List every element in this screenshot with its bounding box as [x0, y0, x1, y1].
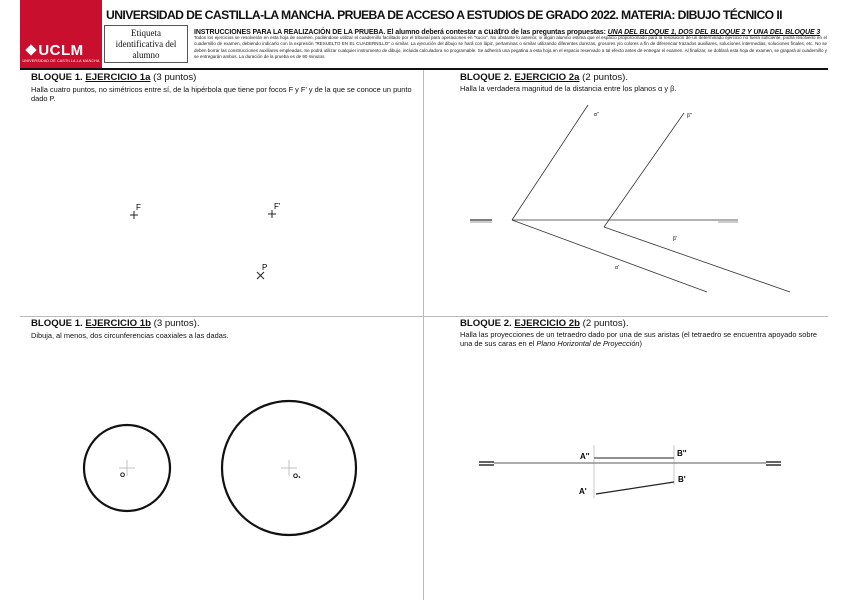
beta-horizontal-trace [604, 227, 790, 292]
label-o: O [120, 472, 126, 479]
q2b-statement-main: Halla las proyecciones de un tetraedro dado por una de sus aristas (el tetraedro se encuentra apoyado sobre una de sus caras en el [460, 330, 818, 348]
label-a2: A'' [580, 452, 590, 461]
instructions-body: Todos los ejercicios se resolverán en esta hoja de examen, pudiéndose utilizar el cuadernillo facilitado por el tribunal para operaciones en "sucio". No obstante lo anterior, si algún alumno estima que el espacio proporcionado para la resolución de un determinado ejercicio no fuera suficiente, podrá resolverlo en el cuadernillo de examen, debiendo indicarlo con la expresión "RESUELTO EN EL CUADERNILLO" o similar. La ejecución del dibujo se hará con lápiz, pertaminas o similar utilizando diferentes durezas, grosores y/o colores a fin de diferenciar trazados auxiliares, soluciones intermedias, soluciones finales, etc. No se deben borrar las construcciones auxiliares empleadas. Se podrá utilizar cualquier instrumento de dibujo, incluida calculadora no programable. Se adherirá una pegatina a esta hoja en el espacio reservado a tal efecto antes de entregar el examen. Al finalizar, se doblará esta hoja de examen, se grapará al cuadernillo y se entregarán ambos. La duración de la prueba es de 90 minutos. [194, 35, 827, 59]
q2b-exercise: EJERCICIO 2b [514, 318, 580, 329]
q2a-block: BLOQUE 2. [460, 72, 512, 83]
alpha-vertical-trace [512, 105, 588, 220]
q2a-drawing [470, 105, 790, 292]
logo-emblem-icon [25, 44, 36, 55]
q2b-statement-end: ) [639, 339, 643, 348]
label-o1: O₁ [293, 473, 301, 480]
label-beta1: β' [673, 236, 677, 242]
q2b-block: BLOQUE 2. [460, 318, 512, 329]
q2a-exercise: EJERCICIO 2a [514, 72, 580, 83]
point-p-mark [257, 272, 264, 279]
instructions-title: INSTRUCCIONES PARA LA REALIZACIÓN DE LA PRUEBA [194, 29, 384, 36]
q1b-drawing [84, 401, 356, 535]
q2b-drawing [479, 445, 781, 498]
label-a1: A' [579, 487, 587, 496]
label-p: P [262, 263, 268, 272]
q1a-block: BLOQUE 1. [31, 72, 83, 83]
alpha-horizontal-trace [512, 220, 707, 292]
label-alpha2: α'' [594, 112, 599, 118]
q1a-statement: Halla cuatro puntos, no simétricos entre sí, de la hipérbola que tiene por focos F y F’ y de la que se conoce un punto dado P. [31, 85, 412, 103]
q2b-points: (2 puntos). [579, 318, 629, 329]
q2a-points: (2 puntos). [579, 72, 628, 83]
page-title: UNIVERSIDAD DE CASTILLA-LA MANCHA. PRUEBA DE ACCESO A ESTUDIOS DE GRADO 2022. MATERIA: DIBUJO TÉCNICO II [106, 8, 782, 22]
q1a-drawing [130, 210, 276, 279]
student-label-text: Etiqueta identificativa del alumno [115, 27, 177, 60]
focus-f-mark [130, 211, 138, 219]
label-beta2: β'' [687, 113, 692, 119]
instructions-choice: UNA DEL BLOQUE 1, DOS DEL BLOQUE 2 Y UNA DEL BLOQUE 3 [607, 29, 821, 36]
q1b-exercise: EJERCICIO 1b [85, 318, 151, 329]
label-alpha1: α' [615, 265, 619, 271]
q1b-block: BLOQUE 1. [31, 318, 83, 329]
logo-subtext: UNIVERSIDAD DE CASTILLA-LA MANCHA [22, 59, 100, 63]
label-b2: B'' [677, 449, 687, 458]
focus-f2-mark [268, 210, 276, 218]
q1a-exercise: EJERCICIO 1a [85, 72, 151, 83]
q1a-points: (3 puntos) [150, 72, 197, 83]
q1b-points: (3 puntos). [150, 318, 200, 329]
logo-text: UCLM [38, 42, 84, 59]
beta-vertical-trace [604, 113, 684, 227]
instructions-lead: . El alumno deberá contestar a [383, 29, 484, 36]
label-f: F [136, 203, 141, 212]
label-f2: F' [274, 202, 281, 211]
q2a-statement: Halla la verdadera magnitud de la distancia entre los planos α y β. [460, 84, 677, 93]
instructions-count: cuatro [483, 26, 510, 36]
instructions-mid: de las preguntas propuestas: [509, 29, 608, 36]
q1b-statement: Dibuja, al menos, dos circunferencias coaxiales a las dadas. [31, 331, 229, 340]
label-b1: B' [678, 475, 686, 484]
edge-ab-horizontal-projection [596, 482, 674, 494]
q2b-statement-italic: Plano Horizontal de Proyección [536, 339, 640, 348]
